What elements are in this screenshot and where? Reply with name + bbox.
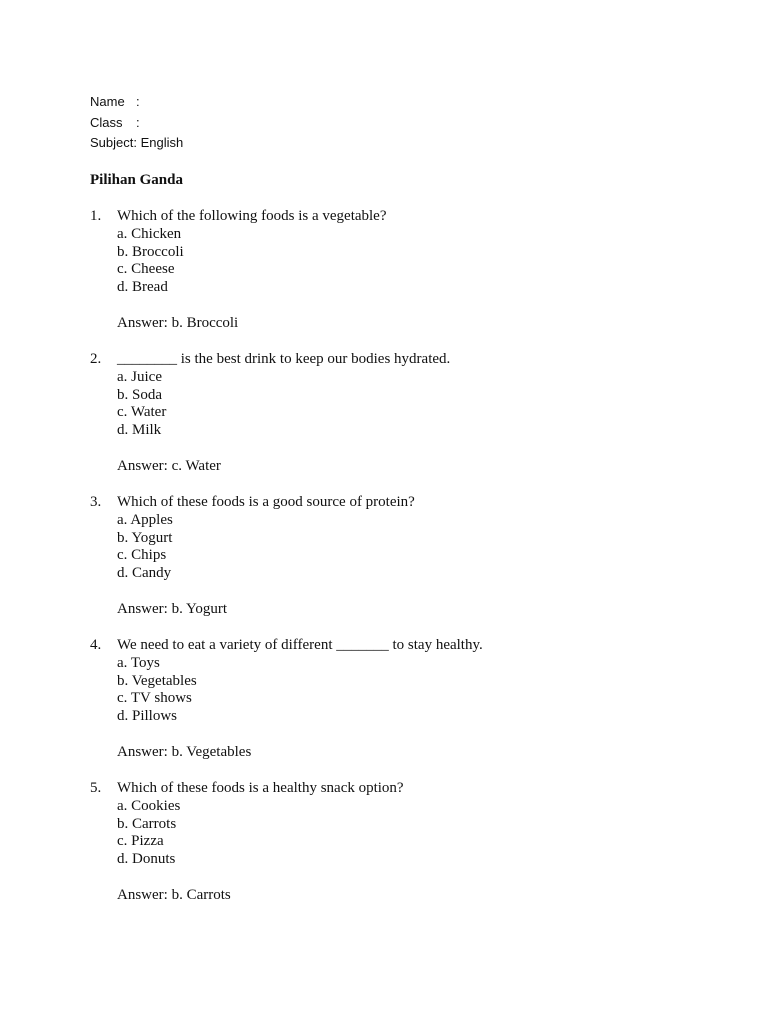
subject-row [90,133,183,154]
option-b: b. Carrots [117,815,177,832]
answer-line: Answer: b. Yogurt [117,600,228,617]
class-label: Class [90,114,123,130]
subject-line: Subject: English [90,135,184,150]
option-c: c. Cheese [117,261,175,278]
question-text-row [90,208,690,226]
question-2 [90,351,690,494]
name-label: Name [90,94,125,109]
question-number: 4. [90,637,102,653]
option-a: a. Cookies [117,797,181,814]
option-d: d. Candy [117,565,172,582]
option-a: a. Toys [117,654,160,671]
option-b: b. Yogurt [117,529,173,546]
option-d: d. Bread [117,279,168,296]
question-3 [90,494,690,637]
class-separator: : [136,114,140,130]
option-c: c. Water [117,404,167,421]
answer-line: Answer: b. Broccoli [117,314,239,331]
section-title: Pilihan Ganda [90,172,183,188]
question-text: We need to eat a variety of different _______ to stay healthy. [117,637,483,653]
question-text-row [90,494,690,512]
document-header [90,92,183,154]
name-row [90,92,183,113]
option-d: d. Milk [117,422,162,439]
question-text-row [90,637,690,655]
question-number: 5. [90,780,102,796]
name-separator: : [136,94,140,109]
question-text: Which of these foods is a healthy snack option? [117,780,404,796]
answer-line: Answer: c. Water [117,457,221,474]
question-text: Which of these foods is a good source of protein? [117,494,415,510]
question-5 [90,780,690,923]
option-b: b. Vegetables [117,672,197,689]
question-number: 1. [90,208,102,224]
option-a: a. Apples [117,511,173,528]
option-d: d. Pillows [117,708,178,725]
option-c: c. Pizza [117,833,164,850]
option-c: c. TV shows [117,690,192,707]
question-text: Which of the following foods is a vegetable? [117,208,387,224]
option-a: a. Juice [117,368,162,385]
option-a: a. Chicken [117,225,182,242]
question-1 [90,208,690,351]
question-text-row [90,780,690,798]
question-4 [90,637,690,780]
option-c: c. Chips [117,547,167,564]
option-d: d. Donuts [117,851,176,868]
answer-line: Answer: b. Vegetables [117,743,252,760]
question-text-row [90,351,690,369]
question-text: ________ is the best drink to keep our bodies hydrated. [117,351,451,367]
question-list [90,208,690,923]
option-b: b. Soda [117,386,162,403]
question-number: 3. [90,494,102,510]
option-b: b. Broccoli [117,243,184,260]
class-row [90,113,183,134]
question-number: 2. [90,351,102,367]
answer-line: Answer: b. Carrots [117,886,231,903]
